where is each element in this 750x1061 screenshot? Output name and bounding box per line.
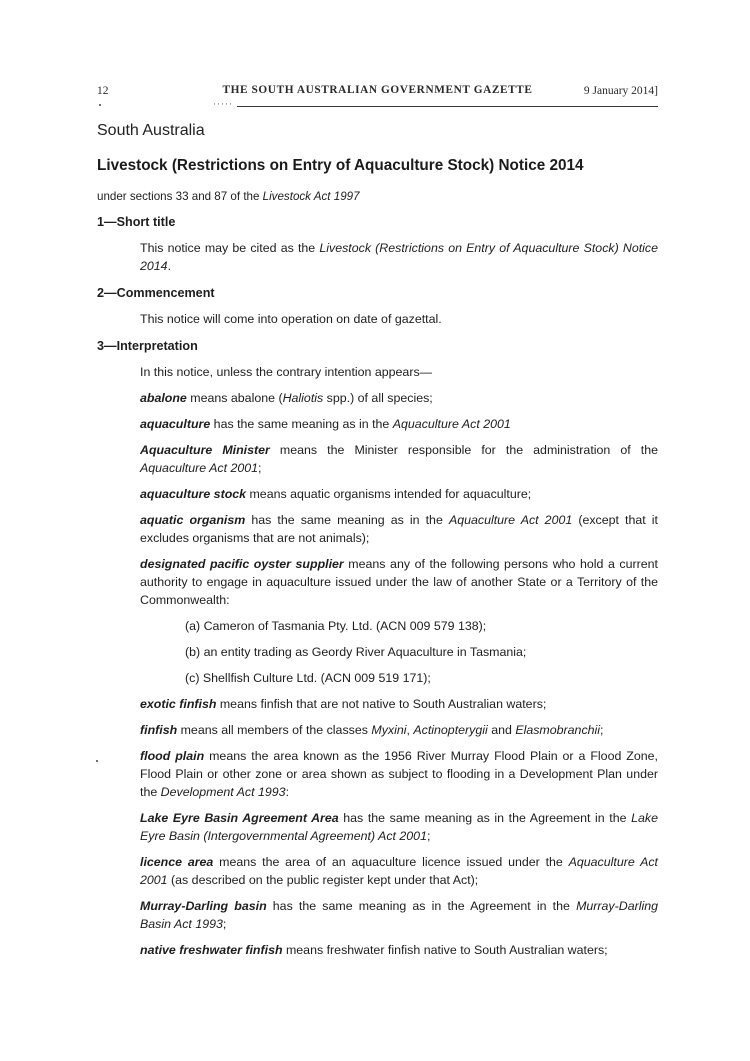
paragraph: In this notice, unless the contrary intention appears— bbox=[140, 365, 433, 379]
paragraph: exotic finfish means finfish that are not native to South Australian waters; bbox=[140, 697, 547, 711]
notice-title: Livestock (Restrictions on Entry of Aquaculture Stock) Notice 2014 bbox=[97, 157, 584, 174]
paragraph: designated pacific oyster supplier means any of the following persons who hold a current authority to engage in aquaculture issued under the law of another State or a Territory of the Commonwealth: bbox=[140, 557, 658, 607]
jurisdiction-label: South Australia bbox=[97, 122, 205, 139]
gazette-date: 9 January 2014] bbox=[583, 85, 658, 97]
paragraph: aquaculture stock means aquatic organisms intended for aquaculture; bbox=[140, 487, 532, 501]
paragraph: aquaculture has the same meaning as in the Aquaculture Act 2001 bbox=[140, 417, 511, 431]
paragraph: flood plain means the area known as the 1956 River Murray Flood Plain or a Flood Zone, Flood Plain or other zone or area shown as subject to flooding in a Development Plan under the Development Act 1993: bbox=[140, 749, 658, 799]
paragraph: aquatic organism has the same meaning as in the Aquaculture Act 2001 (except that it excludes organisms that are not animals); bbox=[140, 513, 659, 545]
paragraph: Lake Eyre Basin Agreement Area has the same meaning as in the Agreement in the Lake Eyre Basin (Intergovernmental Agreement) Act 2001; bbox=[140, 811, 658, 843]
document-content bbox=[97, 213, 658, 959]
enabling-act-name: Livestock Act 1997 bbox=[262, 190, 360, 203]
paragraph: licence area means the area of an aquaculture licence issued under the Aquaculture Act 2001 (as described on the public register kept under that Act); bbox=[140, 855, 658, 887]
scan-artifact bbox=[99, 104, 101, 106]
paragraph: native freshwater finfish means freshwater finfish native to South Australian waters; bbox=[140, 943, 608, 957]
paragraph: Murray-Darling basin has the same meaning as in the Agreement in the Murray-Darling Basin Act 1993; bbox=[140, 899, 658, 931]
list-item: (a) Cameron of Tasmania Pty. Ltd. (ACN 009 579 138); bbox=[185, 619, 487, 633]
section-heading: 1—Short title bbox=[97, 215, 176, 229]
paragraph: Aquaculture Minister means the Minister responsible for the administration of the Aquaculture Act 2001; bbox=[140, 443, 658, 475]
paragraph: This notice may be cited as the Livestock (Restrictions on Entry of Aquaculture Stock) Notice 2014. bbox=[140, 241, 658, 273]
section-heading: 3—Interpretation bbox=[97, 339, 198, 353]
gazette-header bbox=[97, 83, 658, 109]
paragraph: abalone means abalone (Haliotis spp.) of all species; bbox=[140, 391, 433, 405]
section-heading: 2—Commencement bbox=[97, 286, 215, 300]
enabling-provision bbox=[97, 190, 658, 203]
gazette-masthead: THE SOUTH AUSTRALIAN GOVERNMENT GAZETTE bbox=[222, 84, 533, 96]
list-item: (b) an entity trading as Geordy River Aquaculture in Tasmania; bbox=[185, 645, 527, 659]
enabling-prefix: under sections 33 and 87 of the bbox=[97, 190, 263, 203]
list-item: (c) Shellfish Culture Ltd. (ACN 009 519 171); bbox=[185, 671, 431, 685]
scan-artifact bbox=[96, 760, 98, 762]
header-rule bbox=[237, 106, 658, 107]
paragraph: This notice will come into operation on date of gazettal. bbox=[140, 312, 442, 326]
paragraph: finfish means all members of the classes Myxini, Actinopterygii and Elasmobranchii; bbox=[140, 723, 604, 737]
page-number: 12 bbox=[97, 85, 109, 97]
scan-dots: ····· bbox=[213, 99, 233, 109]
